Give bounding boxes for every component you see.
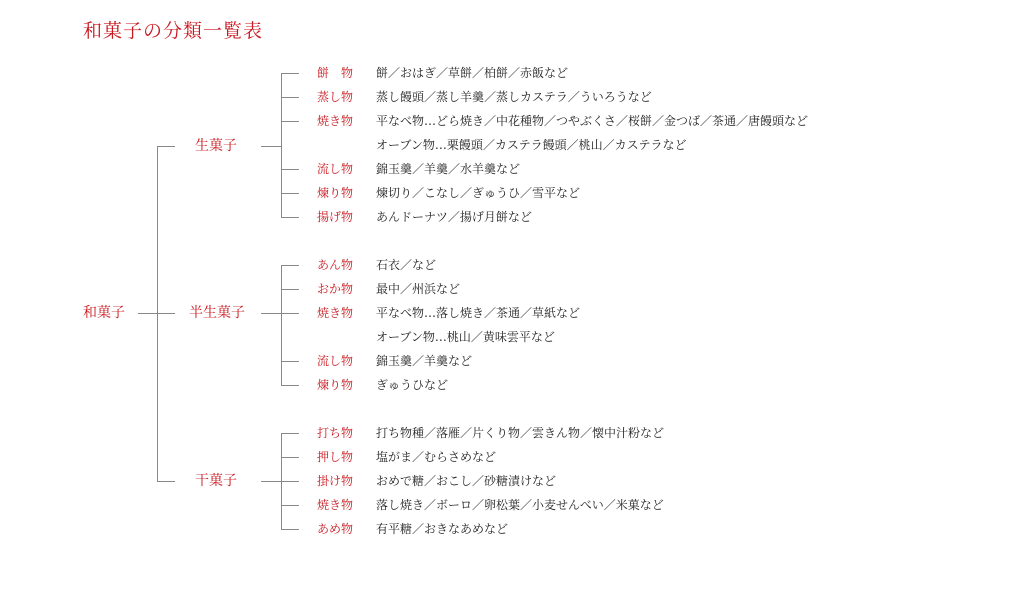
item-desc: 有平糖／おきなあめなど — [376, 522, 509, 536]
item-label: 流し物 — [317, 354, 354, 368]
item-label: 焼き物 — [317, 498, 354, 512]
item-label: あん物 — [317, 258, 354, 272]
item-label: 煉り物 — [317, 378, 354, 392]
item-desc: 平なべ物…どら焼き／中花種物／つやぶくさ／桜餅／金つば／茶通／唐饅頭など — [376, 114, 809, 128]
item-desc: 蒸し饅頭／蒸し羊羹／蒸しカステラ／ういろうなど — [376, 90, 652, 104]
item-desc: おめで糖／おこし／砂糖漬けなど — [376, 474, 557, 488]
item-desc: 煉切り／こなし／ぎゅうひ／雪平など — [376, 186, 581, 200]
item-label: おか物 — [317, 282, 354, 296]
group-label: 干菓子 — [195, 473, 237, 489]
item-desc: 最中／州浜など — [376, 282, 461, 296]
item-desc: オーブン物…桃山／黄味雲平など — [376, 330, 555, 344]
item-label: 揚げ物 — [317, 210, 354, 224]
item-label: 蒸し物 — [317, 90, 354, 104]
item-label: 流し物 — [317, 162, 354, 176]
item-desc: 打ち物種／落雁／片くり物／雲きん物／懐中汁粉など — [376, 426, 665, 440]
item-desc: 石衣／など — [376, 258, 437, 272]
item-label: 押し物 — [317, 450, 354, 464]
item-desc: 塩がま／むらさめなど — [376, 450, 497, 464]
item-label: あめ物 — [317, 522, 354, 536]
item-label: 焼き物 — [317, 306, 354, 320]
item-desc: あんドーナツ／揚げ月餅など — [376, 210, 532, 224]
group-label: 半生菓子 — [189, 305, 245, 321]
item-label: 煉り物 — [317, 186, 354, 200]
item-desc: 餅／おはぎ／草餅／柏餅／赤飯など — [376, 66, 569, 80]
page-title: 和菓子の分類一覧表 — [83, 20, 264, 42]
item-label: 掛け物 — [317, 474, 354, 488]
item-label: 焼き物 — [317, 114, 354, 128]
item-desc: 錦玉羹／羊羹など — [376, 354, 473, 368]
root-label: 和菓子 — [83, 305, 125, 321]
group-label: 生菓子 — [195, 138, 237, 154]
item-desc: ぎゅうひなど — [376, 378, 449, 392]
item-desc: オーブン物…栗饅頭／カステラ饅頭／桃山／カステラなど — [376, 138, 687, 152]
item-desc: 落し焼き／ボーロ／卵松葉／小麦せんべい／米菓など — [376, 498, 664, 512]
item-desc: 平なべ物…落し焼き／茶通／草紙など — [376, 306, 581, 320]
item-desc: 錦玉羹／羊羹／水羊羹など — [376, 162, 521, 176]
item-label: 餅 物 — [317, 66, 354, 80]
item-label: 打ち物 — [317, 426, 354, 440]
